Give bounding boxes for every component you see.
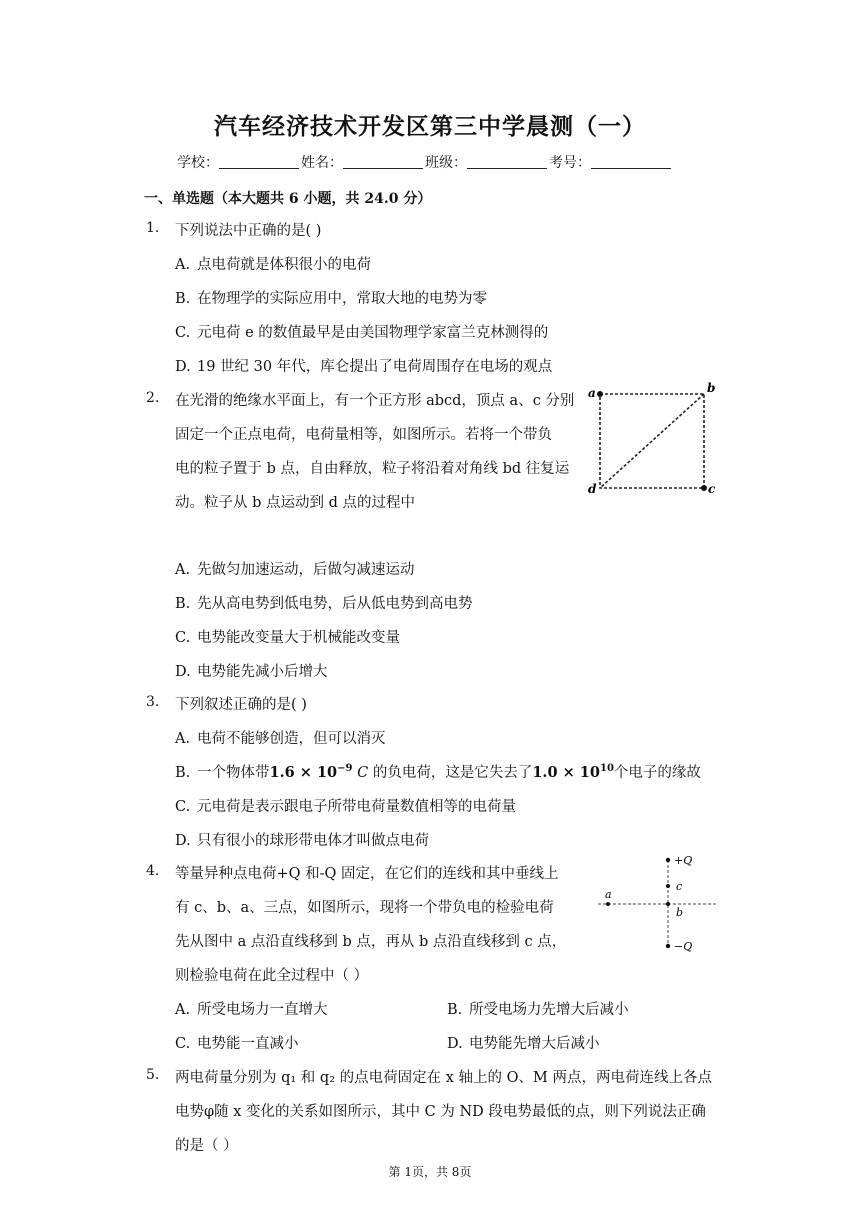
label-plus-q: +Q [674,854,693,867]
label-c: c [708,482,716,496]
point-a-dot [597,391,603,397]
student-info-row [177,152,673,172]
question-3-stem: 下列叙述正确的是( ) [175,697,307,713]
question-4-stem-line: 则检验电荷在此全过程中（ ） [175,968,369,984]
question-4-option-b: B. 所受电场力先增大后减小 [447,1002,629,1018]
diagonal-bd [600,394,704,488]
question-2-option-a: A. 先做匀加速运动，后做匀减速运动 [175,562,415,578]
question-5-stem-line: 的是（ ） [175,1138,238,1154]
label-c: c [676,880,683,893]
label-d: d [588,482,597,496]
question-3-option-a: A. 电荷不能够创造，但可以消灭 [175,731,386,747]
name-label: 姓名： [301,155,343,171]
question-1-option-b: B. 在物理学的实际应用中，常取大地的电势为零 [175,291,487,307]
charge-exponent: −9 [337,763,353,775]
name-blank [343,154,423,169]
charge-value: 1.6 × 10 [269,764,338,781]
page-footer: 第 1页，共 8页 [388,1165,472,1179]
label-a: a [605,888,612,901]
electron-count: 1.0 × 10 [532,764,600,781]
question-3-option-b: B. 一个物体带$1.6 \times 10^{-9}$ C 的负电荷，这是它失去了$1.0 \times 10^{10}$个电子的缘故 [175,763,701,781]
minus-q-dot [666,944,670,948]
exam-number-label: 考号： [549,155,591,171]
question-3-option-c: C. 元电荷是表示跟电子所带电荷量数值相等的电荷量 [175,799,516,815]
question-2-stem-line: 固定一个正点电荷，电荷量相等，如图所示。若将一个带负 [175,427,552,443]
school-blank [219,154,299,169]
question-4-stem-line: 先从图中 a 点沿直线移到 b 点，再从 b 点沿直线移到 c 点， [175,934,567,950]
question-4-option-d: D. 电势能先增大后减小 [447,1036,600,1052]
question-2-option-b: B. 先从高电势到低电势，后从低电势到高电势 [175,596,473,612]
question-3-number: 3. [146,694,160,710]
plus-q-dot [666,858,670,862]
label-minus-q: −Q [674,940,693,953]
point-a-dot [606,902,610,906]
label-b: b [707,381,716,395]
question-2-option-c: C. 电势能改变量大于机械能改变量 [175,630,400,646]
question-4-dipole-figure [598,850,722,958]
section-heading: 一、单选题（本大题共 6 小题，共 24.0 分） [144,191,432,207]
question-1-option-c: C. 元电荷 e 的数值最早是由美国物理学家富兰克林测得的 [175,325,549,341]
question-4-stem-line: 等量异种点电荷+Q 和-Q 固定，在它们的连线和其中垂线上 [175,866,559,882]
question-2-number: 2. [146,390,160,406]
label-b: b [676,906,684,919]
question-1-stem: 下列说法中正确的是( ) [175,223,322,239]
question-2-stem-line: 电的粒子置于 b 点，自由释放，粒子将沿着对角线 bd 往复运 [175,461,570,477]
question-5-stem-line: 两电荷量分别为 q₁ 和 q₂ 的点电荷固定在 x 轴上的 O、M 两点，两电荷连线上各点 [175,1070,712,1086]
question-2-stem-line: 在光滑的绝缘水平面上，有一个正方形 abcd，顶点 a、c 分别 [175,393,575,409]
coulomb-unit: C [352,765,369,781]
question-2-square-figure [582,380,722,498]
school-label: 学校： [177,155,219,171]
question-4-stem-line: 有 c、b、a、三点，如图所示，现将一个带负电的检验电荷 [175,900,554,916]
question-5-number: 5. [146,1067,160,1083]
question-1-option-d: D. 19 世纪 30 年代，库仑提出了电荷周围存在电场的观点 [175,359,553,375]
question-4-option-a: A. 所受电场力一直增大 [175,1002,328,1018]
point-b-dot [666,902,670,906]
label-a: a [588,386,596,400]
question-1-number: 1. [146,220,160,236]
question-4-number: 4. [146,863,160,879]
question-5-stem-line: 电势φ随 x 变化的关系如图所示，其中 C 为 ND 段电势最低的点，则下列说法正确 [175,1104,706,1120]
question-1-option-a: A. 点电荷就是体积很小的电荷 [175,257,371,273]
question-2-stem-line: 动。粒子从 b 点运动到 d 点的过程中 [175,495,415,511]
exam-number-blank [591,154,671,169]
point-c-dot [666,884,670,888]
page-title: 汽车经济技术开发区第三中学晨测（一） [214,113,646,140]
point-c-dot [701,485,707,491]
class-label: 班级： [425,155,467,171]
question-2-option-d: D. 电势能先减小后增大 [175,664,328,680]
question-4-option-c: C. 电势能一直减小 [175,1036,299,1052]
question-3-option-d: D. 只有很小的球形带电体才叫做点电荷 [175,833,429,849]
electron-count-exponent: 10 [599,763,614,775]
class-blank [467,154,547,169]
